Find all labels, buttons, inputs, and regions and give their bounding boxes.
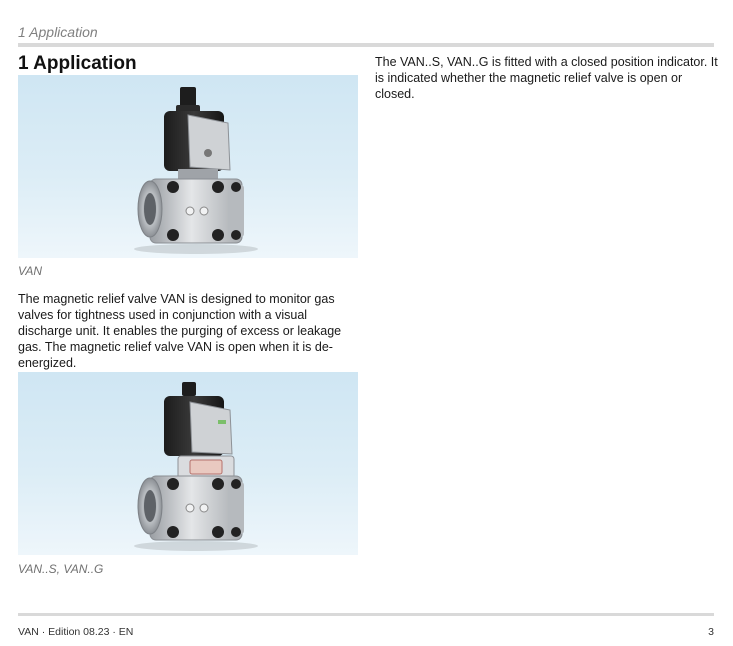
- body-paragraph-indicator: The VAN..S, VAN..G is fitted with a closed position indicator. It is indicated whether the magnetic relief valve is open or closed.: [375, 55, 718, 101]
- valve-van-s-g-photo: [18, 372, 358, 555]
- footer-rule: [18, 613, 714, 616]
- valve-van-photo: [18, 75, 358, 258]
- section-title: 1 Application: [18, 53, 137, 74]
- body-paragraph-van: The magnetic relief valve VAN is designed to monitor gas valves for tightness used in conjunction with a visual discharge unit. It enables the purging of excess or leakage gas. The magnetic relief valve VAN is open when it is de-energized.: [18, 292, 342, 370]
- header-rule: [18, 43, 714, 47]
- page-number: 3: [708, 626, 714, 638]
- footer-edition: VAN · Edition 08.23 · EN: [18, 626, 134, 638]
- figure-van: [18, 75, 358, 258]
- figure-caption-van-s-g: VAN..S, VAN..G: [18, 562, 104, 576]
- running-header: 1 Application: [18, 24, 98, 40]
- figure-van-s-g: [18, 372, 358, 555]
- figure-caption-van: VAN: [18, 264, 43, 278]
